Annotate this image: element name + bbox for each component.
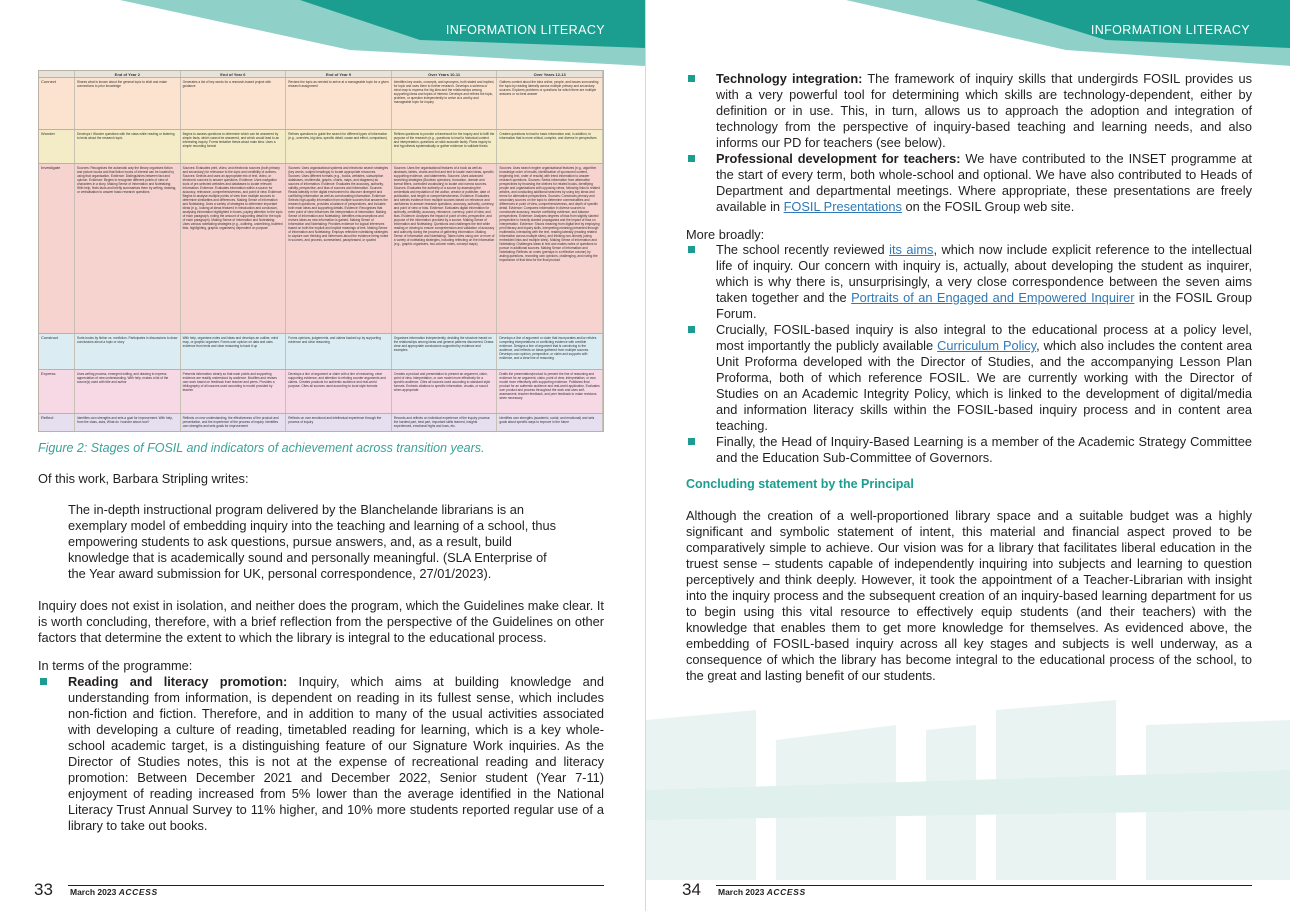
figure-caption: Figure 2: Stages of FOSIL and indicators of achievement across transition years. — [38, 441, 485, 455]
bullet-title: Professional development for teachers: — [716, 151, 961, 166]
its-aims-link[interactable]: its aims — [889, 242, 934, 257]
figure-col-header: End of Year 9 — [286, 71, 392, 77]
bullet-text: Inquiry, which aims at building knowledge and understanding from information, is dependent on reading in its fullest sense, which includes non-fiction and fiction. Therefore, and in addition to many of the usual activities associated with developing a culture of reading, timetabled reading for learning, which is a key whole-school academic target, is a distinguishing feature of our Signature Work inquiries. As the Director of Studies notes, this is not at the expense of recreational reading and literacy promotion: Between December 2021 and December 2022, Senior student (Year 7-11) enjoyment of reading increased from 5% lower than the average identified in the National Literacy Trust Annual Survey to 11% higher, and 10% more students reported regular use of a library to take out books. — [68, 674, 604, 833]
bullet-text: on the FOSIL Group web site. — [901, 199, 1075, 214]
right-page — [645, 0, 1290, 911]
figure-col-header — [39, 71, 75, 77]
stage-label: Construct — [39, 334, 75, 369]
section-title: INFORMATION LITERACY — [1090, 23, 1250, 37]
body-paragraph: Inquiry does not exist in isolation, and neither does the program, which the Guidelines make clear. It is worth concluding, therefore, with a brief reflection from the perspective of the Guidelines on other factors that determine the extent to which the library is integral to the educational process. — [38, 598, 604, 645]
figure-cell: With help, organises notes and ideas and develops an outline, mind map, or graphic organiser. Forms own opinion on data and uses evidence from texts and clear reasoning to back it up — [181, 334, 287, 369]
figure-cell: Identifies own strengths (academic, social, and emotional) and sets goals about specific ways to improve in the future — [497, 414, 603, 432]
figure-cell: Reflects on own emotional and intellectual experience through the process of inquiry — [286, 414, 392, 432]
figure-row-investigate — [39, 164, 603, 334]
figure-row-wonder — [39, 130, 603, 164]
page-number: 33 — [34, 880, 53, 899]
bullet-square-icon — [40, 678, 47, 685]
figure-cell: Develops a line of argument or claim with a line of reasoning, clear supporting evidence, and attention to refuting counter arguments and claims. Creates products for authentic audience and real-world purpose. Cites all sources used according to local style formats — [286, 370, 392, 413]
footer-title: ACCESS — [766, 887, 806, 897]
bullet-title: Reading and literacy promotion: — [68, 674, 288, 689]
section-heading: Concluding statement by the Principal — [686, 477, 914, 491]
figure-cell: Develops I Wonder questions with the class while reading or listening to texts about the research topic — [75, 130, 181, 163]
portraits-link[interactable]: Portraits of an Engaged and Empowered Inquirer — [851, 290, 1135, 305]
bullet-item — [686, 242, 1252, 322]
bullet-text: Crucially, FOSIL-based inquiry is also integral to the educational process at a policy level, most importantly the publicly available — [716, 322, 1252, 353]
bullet-text: in the FOSIL Group Forum. — [716, 290, 1253, 321]
bullet-text: , which also includes the content area Unit Proforma developed with the Director of Studies, and the accompanying Lesson Plan Proforma, both of which reference FOSIL. We are currently working with the Director of Studies on an Academic Integrity Policy, which is linked to the development of digital/media and information literacy skills within the FOSIL-based inquiry process and in content area teaching. — [716, 338, 1252, 433]
bullet-list-broadly — [686, 242, 1252, 466]
stage-label: Wonder — [39, 130, 75, 163]
figure-cell: Identifies own strengths and sets a goal for improvement. With help, from the class, asks, What do I wonder about now? — [75, 414, 181, 432]
bullet-item — [686, 71, 1252, 151]
figure-cell: Reflects on new understanding, the effectiveness of the product and presentation, and the experience of the process of inquiry. Identifies own strengths and sets goals for improvement — [181, 414, 287, 432]
figure-table — [38, 70, 604, 432]
bullet-square-icon — [688, 75, 695, 82]
stage-label: Investigate — [39, 164, 75, 333]
fosil-presentations-link[interactable]: FOSIL Presentations — [783, 199, 902, 214]
stage-label: Express — [39, 370, 75, 413]
figure-cell: Develops a line of argument or claim that incorporates and/or refutes competing interpretations or conflicting evidence with credible evidence. Designs a line of argument that is convincing to the audience, and reflects on ideas gathered from multiple sources. Develops own opinion, perspective, or claim and supports with evidence, and a clear line of reasoning — [497, 334, 603, 369]
bullet-item — [686, 151, 1252, 215]
figure-cell: Sources: Recognises the automatic way the library organises fiction and picture books and that fiction books of interest can be located by using that organisation. Evidence: Distinguishes between fact and opinion. Evidence: Begins to recognise different points of view of characters in a story. Making Sense of Information and Notetaking: With help, finds facts and briefly summarises them by writing, drawing, or verbalisation to answer basic research questions — [75, 164, 181, 333]
figure-row-express — [39, 370, 603, 414]
figure-cell: Revises the topic as needed to arrive at a manageable topic for a given research assignment — [286, 78, 392, 129]
bullet-text: Finally, the Head of Inquiry-Based Learning is a member of the Academic Strategy Committee and the Education Sub-Committee of Governors. — [716, 434, 1252, 465]
figure-row-reflect — [39, 414, 603, 432]
bullet-item — [686, 434, 1252, 466]
bullet-item — [38, 674, 604, 834]
figure-cell: Sources: Uses the organisational features of a book as well as abstracts, tables, charts and find and text to locate main ideas, specific supporting evidence, and statements. Sources: Uses advanced searching strategies (Boolean operators, truncation, domain and format filters, controlled vocabulary) to locate and narrow sources. Sources: Evaluates the authority of a source by assessing the credentials and reputation of the author, creator or publisher, date of publication, and length or comprehensiveness. Evidence: Evaluates and selects evidence from multiple sources based on relevance and usefulness to answer research questions, accuracy, authority, currency, and point of view or bias. Evidence: Evaluates digital information for authority, credibility, accuracy, relevance, currency, point of view, and bias. Evidence: Analyses the impact of point of view, perspective, and purpose of the information provided by a source. Making Sense of Information and Notetaking: Questions and challenges the text while reading or viewing to ensure comprehension and validation of accuracy and authority during the process of gathering information. Making Sense of Information and Notetaking: Takes notes using one or more of a variety of notetaking strategies, including reflecting on the information (e.g., graphic organisers, two-column notes, concept maps) — [392, 164, 498, 333]
figure-cell: Drafts the presentation/product to present the line of reasoning and evidence for an argument, claim, point of view, interpretation, or own model more effectively with supporting evidence. Publishes final product for an authentic audience and real-world application. Evaluates own product and process throughout the work and uses self-assessment, teacher feedback, and peer feedback to make revisions when necessary — [497, 370, 603, 413]
figure-cell: Refines questions to guide the search for different types of information (e.g., overview, big idea, specific detail, cause and effect, comparison) — [286, 130, 392, 163]
figure-cell: Sources: Evaluates print, video, and electronic sources (both primary and secondary) for relevance to the topic and credibility of authors. Sources: Selects and uses an appropriate mix of text, video, or electronic sources to answer questions. Evidence: Uses navigation tools of pre-selected websites and databases to locate relevant information. Evidence: Evaluates information within a source for accuracy, relevance, comprehensiveness, and point of view. Evidence: Begins to analyse multiple points of view from multiple sources to determine similarities and differences. Making Sense of Information and Notetaking: Uses a variety of strategies to determine important ideas (e.g., looking at ideas featured in introduction and conclusion, analysing information highlighted in boxes, paying attention to the topic of each paragraph, noting the amount of supporting detail for the topic of each paragraph). Making Sense of Information and Notetaking: Uses various notetaking strategies (e.g., outlining, underlining, bulleted lists, highlighting, graphic organisers) dependent on purpose — [181, 164, 287, 333]
figure-cell: Presents information clearly so that main points and supporting evidence are readily understood by audience. Modifies and revises own work based on feedback from teacher and peers. Provides a bibliography of all sources used according to model provided by teacher — [181, 370, 287, 413]
figure-cell: Shares what is known about the general topic to elicit and make connections to prior knowledge — [75, 78, 181, 129]
bullet-list — [38, 674, 604, 834]
figure-cell: Creates questions to lead to basic information and, in addition, to information that is more critical, complex, and diverse in perspectives — [497, 130, 603, 163]
figure-cell: Sources: Uses organisational systems and electronic search strategies (key words, subject headings) to locate appropriate resources. Sources: Uses different formats (e.g., books, websites, subscription databases, multimedia, graphs, charts, maps, and diagrams) as sources of information. Evidence: Evaluates the accuracy, authority, validity, perspective, and bias of sources and information. Sources: Reads laterally in the digital environment to discover divergent and conflicting information as well as corroborating information. Evidence: Selects high-quality information from multiple sources that answers the research questions, provides a balance of perspectives, and includes both main ideas and supporting details. Evidence: Recognises that even point of view influences the interpretation of information. Making Sense of Information and Notetaking: Identifies misconceptions and revises ideas as new information is gained. Making Sense of Information and Notetaking: Provides evidence for logical inferences based on both the explicit and implicit meanings of text. Making Sense of Information and Notetaking: Employs reflective notetaking strategies to capture own thinking and inferences about the evidence being noted in sources, and process, summarised, paraphrased, or quoted — [286, 164, 392, 333]
figure-cell: Uses writing process, emergent writing, and drawing to express appreciation of new understanding. With help, makes a list of the source(s) used with title and author — [75, 370, 181, 413]
section-title: INFORMATION LITERACY — [445, 23, 605, 37]
intro-text: Of this work, Barbara Stripling writes: — [38, 471, 249, 486]
bullet-square-icon — [688, 438, 695, 445]
figure-cell: Identifies key words, concepts, and synonyms, both stated and implied, for topic and uses them to further research. Develops a schema or mind map to express the big idea and the relationships among supporting ideas and topics of interest. Develops and refines the topic, problem, or question independently to arrive at a worthy and manageable topic for inquiry — [392, 78, 498, 129]
background-decoration — [646, 700, 1290, 880]
figure-row-connect — [39, 78, 603, 130]
bullet-title: Technology integration: — [716, 71, 863, 86]
figure-cell: Sources: Uses search engine organisational features (e.g., algorithm knowledge order of results, identification of sponsored content, beginning text, order of results) with trend information to answer research questions. Sources: Seeks information from alternative perspectives by browsing the shelves for related books, identifying people and organisations with opposing views, following links to related articles, and conducting additional searches by using key ideas and terms for alternative perspectives. Sources: Constructs primary and secondary sources on the topic to determine commonalities and differences in point of view, comprehensiveness, and depth of specific detail. Evidence: Compares information in diverse sources to corroborate accuracy, resolve conflicting evidence, and balance perspectives. Evidence: Analyses degrees of bias from slightly slanted perspective to heavily slanted propaganda and the impact of bias on interpretation. Evidence: Shows meaning from digital text by employing print literacy and inquiry skills, interpreting meaning presented through multimedia, interacting with the text, reading laterally (reading related information across multiple sites), and thinking non-linearly (using embedded links and multiple sites). Making Sense of Information and Notetaking: Challenges ideas in text and makes notes of questions to pursue in additional sources. Making Sense of Information and Notetaking: Reflects on notes (perhaps in a reflective column) by asking questions, recording own opinions, challenging, and noting the importance of that idea for the final product — [497, 164, 603, 333]
bullet-item — [686, 322, 1252, 434]
stage-label: Reflect — [39, 414, 75, 432]
figure-cell: Records and reflects on individual experience of the inquiry process: the hardest part, best part, important skills learned, insights experienced, emotional highs and lows, etc. — [392, 414, 498, 432]
footer-publication — [70, 887, 158, 897]
footer-rule — [68, 885, 604, 886]
figure-cell: Organises information independently, deciding the structure based on the relationships among ideas and general patterns discovered. Draws clear and appropriate conclusions supported by evidence and examples — [392, 334, 498, 369]
more-broadly-label: More broadly: — [686, 227, 765, 242]
footer-publication — [718, 887, 806, 897]
bullet-text: The framework of inquiry skills that undergirds FOSIL provides us with a very powerful tool for determining which skills are technology-dependent, either by definition or in use. This, in turn, allows us to approach the adoption and integration of technology from the perspective of inquiry-based teaching and learning needs, and also informs our PD for teachers (see below). — [716, 71, 1252, 150]
figure-col-header: End of Year 2 — [75, 71, 181, 77]
footer-date: March 2023 — [718, 887, 765, 897]
figure-cell: Gathers context about the idea online, people, and issues surrounding the topic by reading laterally across multiple primary and secondary sources. Explores problems or questions for which there are multiple answers or no best answer — [497, 78, 603, 129]
bullet-square-icon — [688, 246, 695, 253]
figure-col-header: Over Years 12-13 — [497, 71, 603, 77]
stage-label: Connect — [39, 78, 75, 129]
figure-cell: Refines questions to provide a framework for the inquiry and to fulfil the purpose of the research (e.g., questions to lead to historical context and interpretation, questions on stick accurate facts). Plans inquiry to test hypothesis systematically or gather evidence to validate thesis — [392, 130, 498, 163]
programme-intro: In terms of the programme: — [38, 658, 193, 673]
figure-cell: Forms opinions, judgements, and claims backed up by supporting evidence and clear reasoning — [286, 334, 392, 369]
footer-title: ACCESS — [118, 887, 158, 897]
figure-cell: Sorts books by fiction vs. nonfiction. Participates in discussions to draw conclusions about a topic or story — [75, 334, 181, 369]
bullet-list-tech — [686, 71, 1252, 215]
footer-rule — [716, 885, 1252, 886]
figure-cell: Generates a list of key words for a research-based project with guidance — [181, 78, 287, 129]
figure-row-construct — [39, 334, 603, 370]
bullet-text: We have contributed to the INSET programme at the start of every term, both whole-school and optional. We have also contributed to Heads of Department and departmental meetings. Where appropriate, these presentations are freely available in — [716, 151, 1252, 214]
footer-date: March 2023 — [70, 887, 117, 897]
bullet-square-icon — [688, 326, 695, 333]
figure-col-header: Over Years 10-11 — [392, 71, 498, 77]
bullet-text: The school recently reviewed — [716, 242, 890, 257]
figure-cell: Begins to assess questions to determine which can be answered by simple facts, which cannot be answered, and which would lead to an interesting inquiry. Forms tentative thesis about main idea. Uses a simple recording format — [181, 130, 287, 163]
bullet-square-icon — [688, 155, 695, 162]
page-number: 34 — [682, 880, 701, 899]
bullet-text: , which now include explicit reference to the intellectual life of inquiry. Our concern with inquiry is, actually, about developing the student as inquirer, which is why there is, unsurprisingly, a very close correspondence between the seven aims taken together and the — [716, 242, 1252, 305]
figure-header-row — [39, 71, 603, 78]
figure-col-header: End of Year 6 — [181, 71, 287, 77]
block-quote: The in-depth instructional program delivered by the Blanchelande librarians is an exemplary model of embedding inquiry into the teaching and learning of a school, thus empowering students to ask questions, pursue answers, and, as a result, build knowledge that is academically sound and personally meaningful. (SLA Enterprise of the Year award submission for UK, personal correspondence, 27/01/2023). — [68, 502, 557, 581]
curriculum-policy-link[interactable]: Curriculum Policy — [937, 338, 1037, 353]
figure-cell: Creates a product and presentation to present an argument, claim, point of view, interpretation, or own model more effectively for a specific audience. Cites all sources used according to standard style formats. Embeds citations to specific information, visuals, or sound when appropriate — [392, 370, 498, 413]
conclusion-paragraph: Although the creation of a well-proportioned library space and a suitable budget was a highly significant and symbolic statement of intent, this material and financial aspect proved to be comparatively simple to achieve. Our vision was for a library that facilitates liberal education in the truest sense – students capable of independently inquiring into subjects and learning to question perceptively and think deeply. However, it took the appointment of a Teacher-Librarian with insight into the inquiry process and the subsequent creation of an inquiry-based learning department for us to begin using this vital resource to effectively equip students (and their teachers) with the knowledge that enables them to get more knowledge for themselves. As evidenced above, the embedding of FOSIL-based inquiry across all key stages and subjects is well underway, as a consequence of which the library has become integral to the educational process of the school, to the great and lasting benefit of our students. — [686, 508, 1252, 683]
